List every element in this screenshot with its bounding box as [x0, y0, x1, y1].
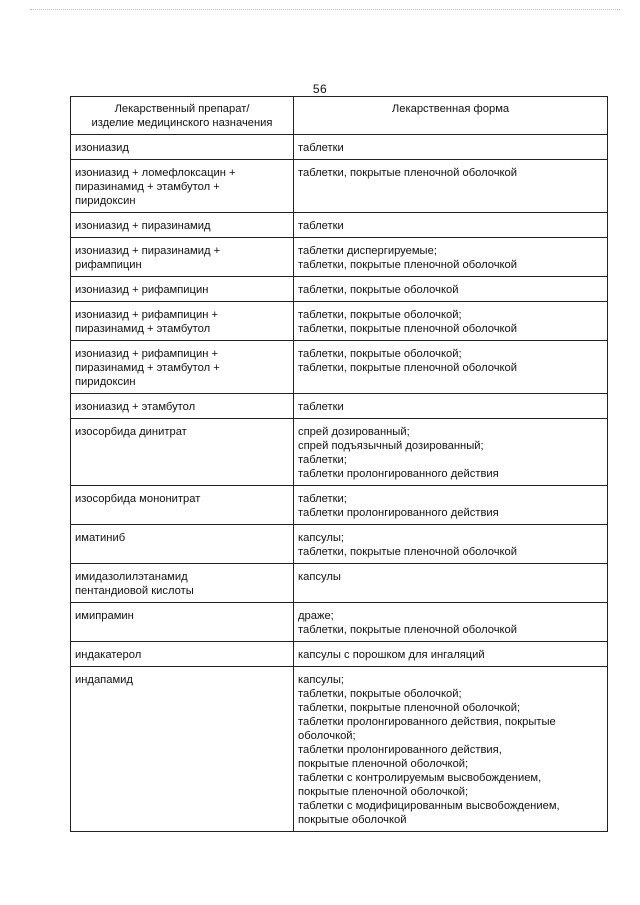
table-row	[71, 160, 608, 213]
table-row	[71, 667, 608, 832]
drug-name-cell: индакатерол	[71, 642, 294, 667]
drug-name-cell: изониазид + пиразинамид + рифампицин	[71, 238, 294, 277]
dosage-form-cell: драже; таблетки, покрытые пленочной оболочкой	[294, 603, 608, 642]
dosage-form-cell: таблетки, покрытые оболочкой; таблетки, покрытые пленочной оболочкой	[294, 341, 608, 394]
table-row	[71, 564, 608, 603]
table-row	[71, 486, 608, 525]
drug-name-cell: изониазид + этамбутол	[71, 394, 294, 419]
drug-name-cell: иматиниб	[71, 525, 294, 564]
drug-name-cell: изониазид	[71, 135, 294, 160]
drug-name-cell: имипрамин	[71, 603, 294, 642]
dosage-form-cell: спрей дозированный; спрей подъязычный дозированный; таблетки; таблетки пролонгированного действия	[294, 419, 608, 486]
dosage-form-cell: таблетки диспергируемые; таблетки, покрытые пленочной оболочкой	[294, 238, 608, 277]
dosage-form-cell: таблетки; таблетки пролонгированного действия	[294, 486, 608, 525]
table-row	[71, 642, 608, 667]
drug-name-cell: изониазид + ломефлоксацин + пиразинамид + этамбутол + пиридоксин	[71, 160, 294, 213]
table-row	[71, 341, 608, 394]
drug-name-cell: изониазид + рифампицин + пиразинамид + этамбутол	[71, 302, 294, 341]
page-number: 56	[312, 82, 328, 96]
table-row	[71, 525, 608, 564]
drug-name-cell: изосорбида динитрат	[71, 419, 294, 486]
dosage-form-cell: капсулы	[294, 564, 608, 603]
table-row	[71, 302, 608, 341]
dosage-form-cell: капсулы; таблетки, покрытые пленочной оболочкой	[294, 525, 608, 564]
dosage-form-cell: таблетки, покрытые оболочкой	[294, 277, 608, 302]
dosage-form-cell: капсулы; таблетки, покрытые оболочкой; таблетки, покрытые пленочной оболочкой; таблетки пролонгированного действия, покрытые оболочкой; таблетки пролонгированного действия, покрытые пленочной оболочкой; таблетки с контролируемым высвобождением, покрытые пленочной оболочкой; таблетки с модифицированным высвобождением, покрытые оболочкой	[294, 667, 608, 832]
table-header-row	[71, 97, 608, 135]
header-form: Лекарственная форма	[294, 97, 608, 135]
dosage-form-cell: таблетки, покрытые оболочкой; таблетки, покрытые пленочной оболочкой	[294, 302, 608, 341]
drug-name-cell: изониазид + рифампицин + пиразинамид + этамбутол + пиридоксин	[71, 341, 294, 394]
drug-name-cell: изониазид + рифампицин	[71, 277, 294, 302]
drug-name-cell: изониазид + пиразинамид	[71, 213, 294, 238]
table-row	[71, 135, 608, 160]
scan-artifact-line	[30, 9, 620, 10]
header-drug: Лекарственный препарат/ изделие медицинского назначения	[71, 97, 294, 135]
dosage-form-cell: таблетки	[294, 394, 608, 419]
drug-name-cell: индапамид	[71, 667, 294, 832]
table-row	[71, 213, 608, 238]
drug-name-cell: имидазолилэтанамид пентандиовой кислоты	[71, 564, 294, 603]
drug-name-cell: изосорбида мононитрат	[71, 486, 294, 525]
dosage-form-cell: капсулы с порошком для ингаляций	[294, 642, 608, 667]
table-body	[71, 135, 608, 832]
table-row	[71, 277, 608, 302]
table-row	[71, 603, 608, 642]
table-row	[71, 238, 608, 277]
table-row	[71, 394, 608, 419]
table-row	[71, 419, 608, 486]
dosage-form-cell: таблетки, покрытые пленочной оболочкой	[294, 160, 608, 213]
drug-table	[70, 96, 608, 832]
dosage-form-cell: таблетки	[294, 135, 608, 160]
dosage-form-cell: таблетки	[294, 213, 608, 238]
